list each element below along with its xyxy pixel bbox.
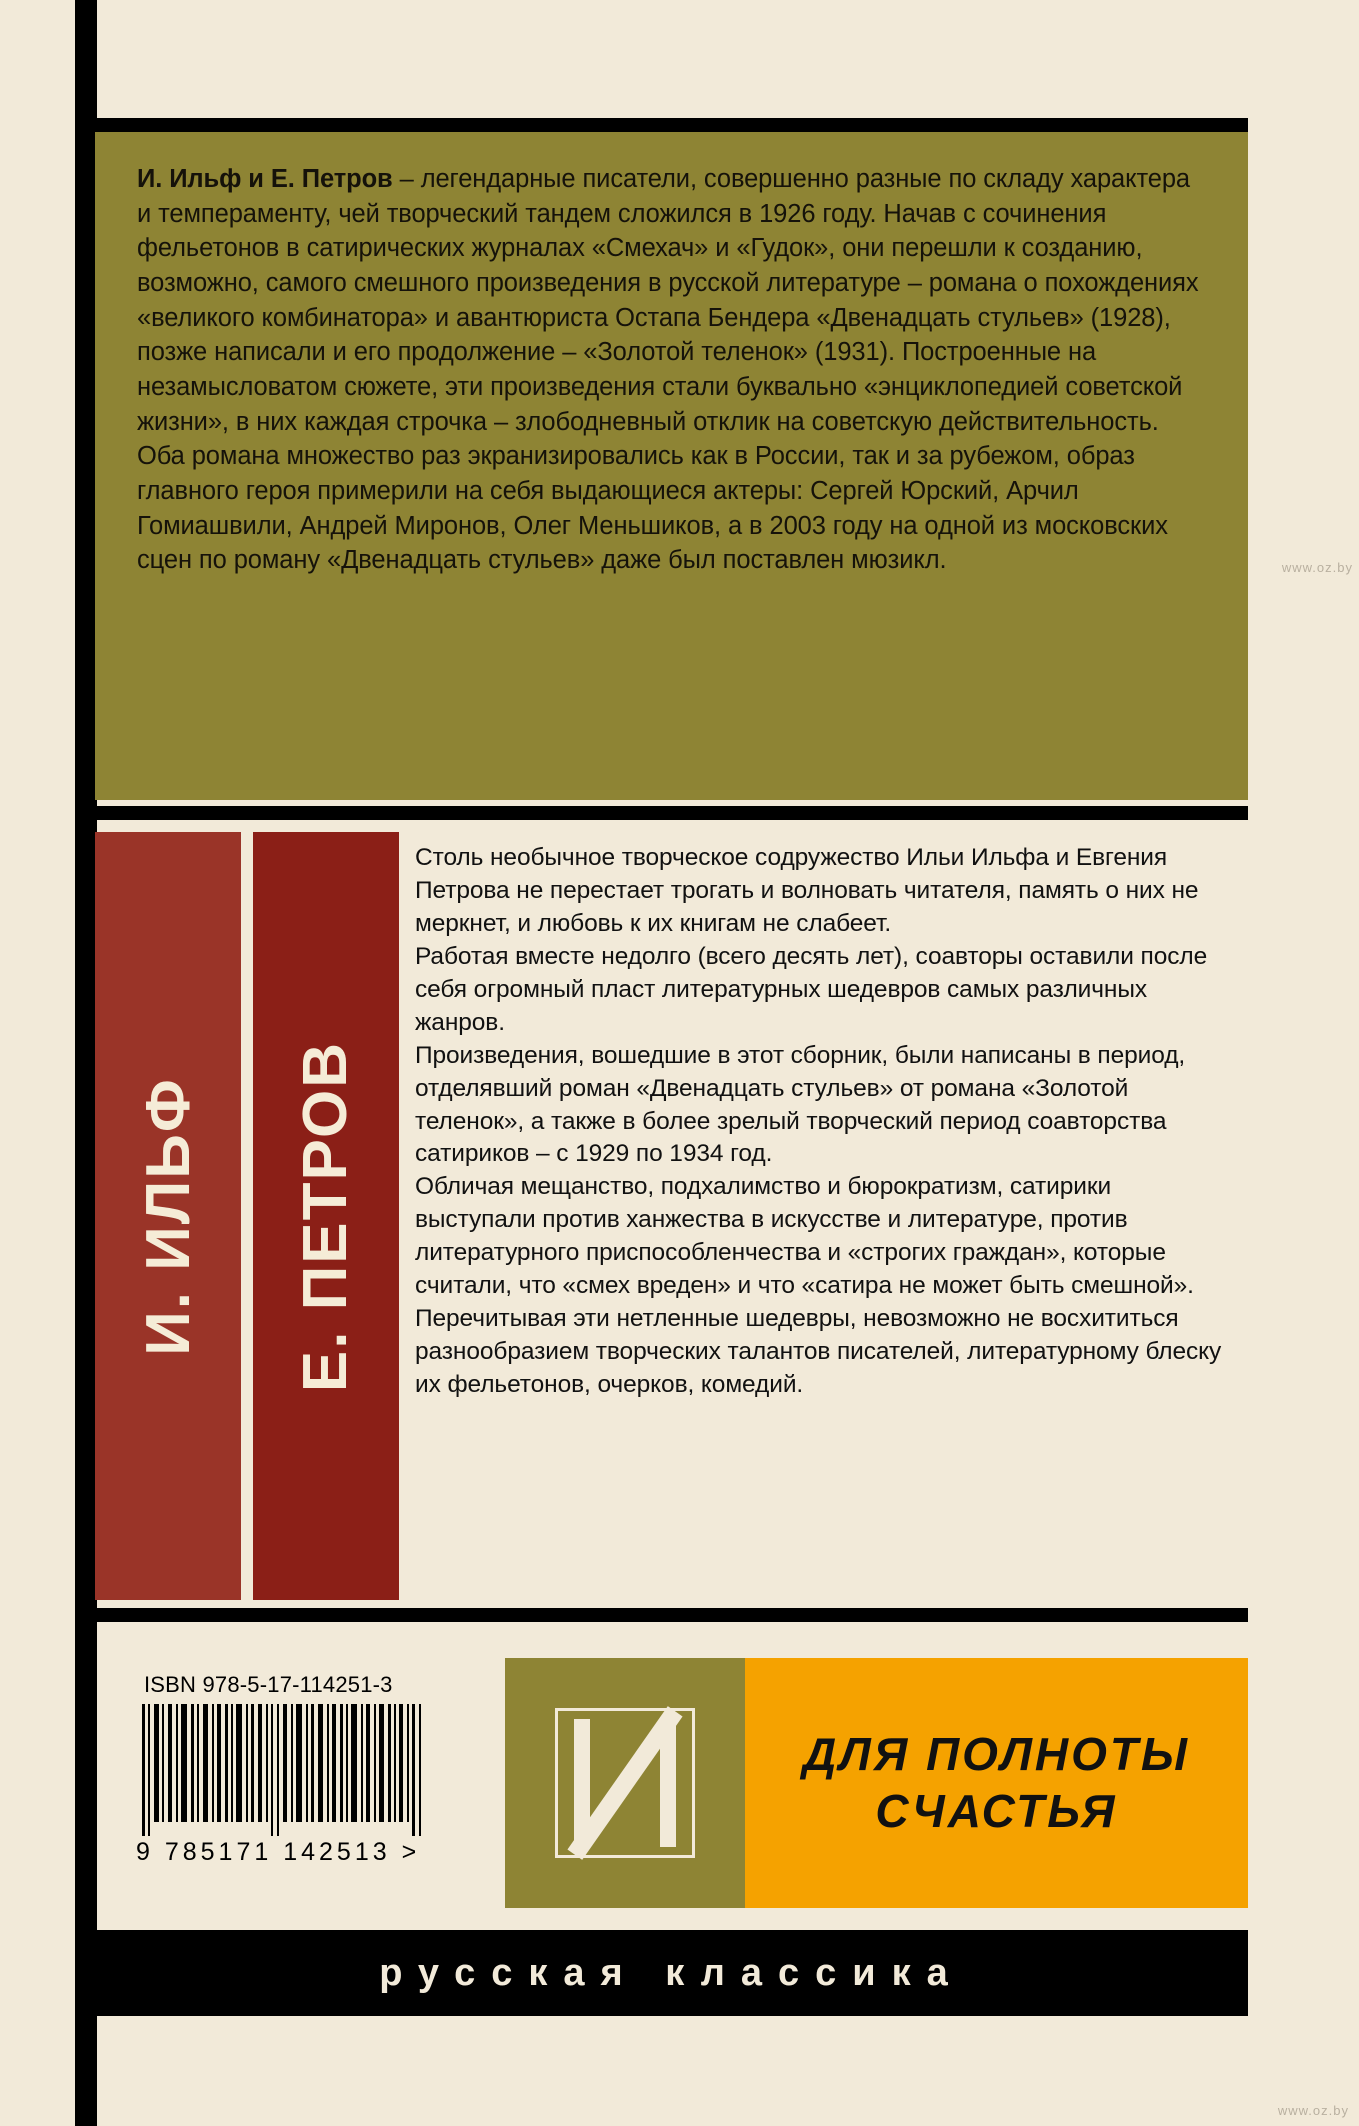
middle-divider-rule [95,806,1248,820]
barcode-digits: 9 785171 142513 > [136,1838,421,1866]
blurb-paragraph: Обличая мещанство, подхалимство и бюрократизм, сатирики выступали против ханжества в искусстве и литературе, против литературного приспособленчества и «строгих граждан», которые считали, что «смех вреден» и что «сатира не может быть смешной». [415,1173,1194,1300]
author-annotation-lead: И. Ильф и Е. Петров [137,165,393,193]
authors-panel-group [95,832,405,1600]
author-panel-ilf [95,832,241,1600]
author-panel-petrov [253,832,399,1600]
book-title-line-2: СЧАСТЬЯ [875,1785,1118,1837]
left-paper-margin [0,0,80,2126]
blurb-paragraph: Столь необычное творческое содружество Ильи Ильфа и Евгения Петрова не перестает трогать и волновать читателя, память о них не меркнет, и любовь к их книгам не слабеет. [415,844,1199,937]
top-divider-rule [95,118,1248,132]
book-title-line-1: ДЛЯ ПОЛНОТЫ [802,1727,1191,1780]
publisher-logo-box [505,1658,745,1908]
blurb-paragraph: Работая вместе недолго (всего десять лет), соавторы оставили после себя огромный пласт литературных шедевров самых различных жанров. [415,942,1208,1036]
isbn-label: ISBN 978-5-17-114251-3 [144,1672,393,1697]
spine-black-strip [75,0,97,2126]
watermark-right: www.oz.by [1281,560,1353,575]
book-title-box [745,1658,1248,1908]
series-bar [95,1930,1248,2016]
lower-divider-rule [95,1608,1248,1622]
watermark-bottom: www.oz.by [1277,2103,1349,2118]
book-blurb-block [415,832,1248,1600]
blurb-paragraph: Перечитывая эти нетленные шедевры, невозможно не восхититься разнообразием творческих талантов писателей, литературному блеску их фельетонов, очерков, комедий. [415,1305,1222,1398]
blurb-paragraph: Произведения, вошедшие в этот сборник, были написаны в период, отделявший роман «Двенадцать стульев» от романа «Золотой теленок», а также в более зрелый творческий период соавторства сатириков – с 1929 по 1934 год. [415,1041,1186,1168]
author-annotation-rest: – легендарные писатели, совершенно разные по складу характера и темпераменту, чей творческий тандем сложился в 1926 году. Начав с сочинения фельетонов в сатирических журналах «Смехач» и «Гудок», они перешли к созданию, возможно, самого смешного произведения в русской литературе – романа о похождениях «великого комбинатора» и авантюриста Остапа Бендера «Двенадцать стульев» (1928), позже написали и его продолжение – «Золотой теленок» (1931). Построенные на незамысловатом сюжете, эти произведения стали буквально «энциклопедией советской жизни», в них каждая строчка – злободневный отклик на советскую действительность. Оба романа множество раз экранизировались как в России, так и за рубежом, образ главного героя примерили на себя выдающиеся актеры: Сергей Юрский, Арчил Гомиашвили, Андрей Миронов, Олег Меньшиков, а в 2003 году на одной из московских сцен по роману «Двенадцать стульев» даже был поставлен мюзикл. [137,165,1199,575]
author-name-petrov: Е. ПЕТРОВ [291,1040,361,1392]
barcode-bars [140,1704,450,1836]
author-name-ilf: И. ИЛЬФ [133,1076,203,1356]
series-name: русская классика [379,1951,964,1994]
author-annotation-text [137,162,1206,578]
author-annotation-block [95,132,1248,800]
publisher-monogram-icon [555,1708,695,1858]
barcode-zone [130,1672,460,1902]
barcode-svg [140,1704,450,1836]
